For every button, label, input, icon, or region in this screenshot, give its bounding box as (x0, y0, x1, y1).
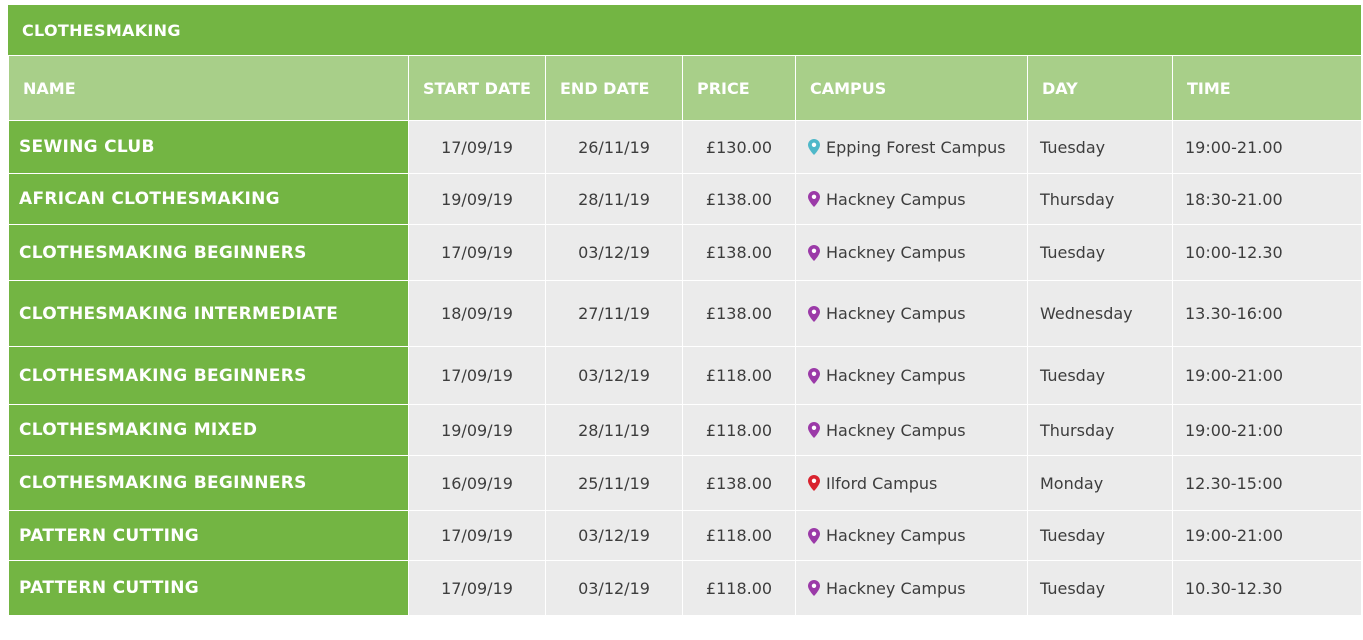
day: Thursday (1028, 405, 1173, 456)
map-pin-icon (808, 528, 820, 544)
end-date: 27/11/19 (546, 281, 683, 347)
table-row (9, 405, 1362, 456)
campus-cell (796, 281, 1028, 347)
price: £118.00 (683, 347, 796, 405)
price: £138.00 (683, 174, 796, 225)
end-date: 28/11/19 (546, 174, 683, 225)
day: Thursday (1028, 174, 1173, 225)
column-header-name: NAME (9, 56, 409, 121)
campus-name: Hackney Campus (826, 189, 966, 209)
price: £118.00 (683, 511, 796, 561)
course-name[interactable]: SEWING CLUB (9, 121, 409, 174)
campus-name: Hackney Campus (826, 243, 966, 262)
end-date: 03/12/19 (546, 225, 683, 281)
column-header-day: DAY (1028, 56, 1173, 121)
time: 19:00-21:00 (1173, 405, 1362, 456)
campus-cell (796, 225, 1028, 281)
campus-cell (796, 121, 1028, 174)
table-row (9, 456, 1362, 511)
day: Tuesday (1028, 225, 1173, 281)
map-pin-icon (808, 580, 820, 596)
campus-cell (796, 511, 1028, 561)
end-date: 28/11/19 (546, 405, 683, 456)
course-name[interactable]: CLOTHESMAKING MIXED (9, 405, 409, 456)
start-date: 17/09/19 (409, 225, 546, 281)
price: £138.00 (683, 225, 796, 281)
start-date: 19/09/19 (409, 174, 546, 225)
course-name[interactable]: CLOTHESMAKING BEGINNERS (9, 225, 409, 281)
start-date: 17/09/19 (409, 561, 546, 616)
campus-name: Hackney Campus (826, 578, 966, 598)
map-pin-icon (808, 368, 820, 384)
time: 13.30-16:00 (1173, 281, 1362, 347)
campus-cell (796, 174, 1028, 225)
section-title: CLOTHESMAKING (8, 5, 1361, 55)
start-date: 16/09/19 (409, 456, 546, 511)
time: 19:00-21.00 (1173, 121, 1362, 174)
price: £138.00 (683, 281, 796, 347)
table-row (9, 121, 1362, 174)
day: Tuesday (1028, 511, 1173, 561)
end-date: 03/12/19 (546, 511, 683, 561)
start-date: 19/09/19 (409, 405, 546, 456)
map-pin-icon (808, 191, 820, 207)
start-date: 18/09/19 (409, 281, 546, 347)
time: 19:00-21:00 (1173, 511, 1362, 561)
day: Wednesday (1028, 281, 1173, 347)
campus-name: Hackney Campus (826, 420, 966, 440)
table-row (9, 347, 1362, 405)
course-name[interactable]: PATTERN CUTTING (9, 511, 409, 561)
course-name[interactable]: CLOTHESMAKING BEGINNERS (9, 347, 409, 405)
column-header-start-date: START DATE (409, 56, 546, 121)
campus-name: Ilford Campus (826, 473, 938, 493)
campus-name: Epping Forest Campus (826, 137, 1006, 157)
table-row (9, 281, 1362, 347)
day: Tuesday (1028, 347, 1173, 405)
course-name[interactable]: PATTERN CUTTING (9, 561, 409, 616)
campus-cell (796, 347, 1028, 405)
column-header-end-date: END DATE (546, 56, 683, 121)
column-header-time: TIME (1173, 56, 1362, 121)
price: £130.00 (683, 121, 796, 174)
time: 18:30-21.00 (1173, 174, 1362, 225)
map-pin-icon (808, 306, 820, 322)
map-pin-icon (808, 475, 820, 491)
start-date: 17/09/19 (409, 347, 546, 405)
map-pin-icon (808, 245, 820, 261)
campus-name: Hackney Campus (826, 366, 966, 385)
campus-name: Hackney Campus (826, 304, 966, 323)
table-header-row (9, 56, 1362, 121)
campus-cell (796, 456, 1028, 511)
price: £118.00 (683, 405, 796, 456)
map-pin-icon (808, 422, 820, 438)
time: 12.30-15:00 (1173, 456, 1362, 511)
map-pin-icon (808, 139, 820, 155)
course-name[interactable]: CLOTHESMAKING INTERMEDIATE (9, 281, 409, 347)
table-row (9, 561, 1362, 616)
table-row (9, 225, 1362, 281)
start-date: 17/09/19 (409, 121, 546, 174)
column-header-campus: CAMPUS (796, 56, 1028, 121)
start-date: 17/09/19 (409, 511, 546, 561)
day: Tuesday (1028, 121, 1173, 174)
day: Tuesday (1028, 561, 1173, 616)
end-date: 26/11/19 (546, 121, 683, 174)
column-header-price: PRICE (683, 56, 796, 121)
table-row (9, 511, 1362, 561)
course-name[interactable]: AFRICAN CLOTHESMAKING (9, 174, 409, 225)
end-date: 25/11/19 (546, 456, 683, 511)
time: 10:00-12.30 (1173, 225, 1362, 281)
course-name[interactable]: CLOTHESMAKING BEGINNERS (9, 456, 409, 511)
price: £138.00 (683, 456, 796, 511)
day: Monday (1028, 456, 1173, 511)
campus-name: Hackney Campus (826, 526, 966, 545)
campus-cell (796, 405, 1028, 456)
course-table (8, 55, 1362, 616)
time: 19:00-21:00 (1173, 347, 1362, 405)
end-date: 03/12/19 (546, 347, 683, 405)
table-row (9, 174, 1362, 225)
price: £118.00 (683, 561, 796, 616)
end-date: 03/12/19 (546, 561, 683, 616)
time: 10.30-12.30 (1173, 561, 1362, 616)
campus-cell (796, 561, 1028, 616)
